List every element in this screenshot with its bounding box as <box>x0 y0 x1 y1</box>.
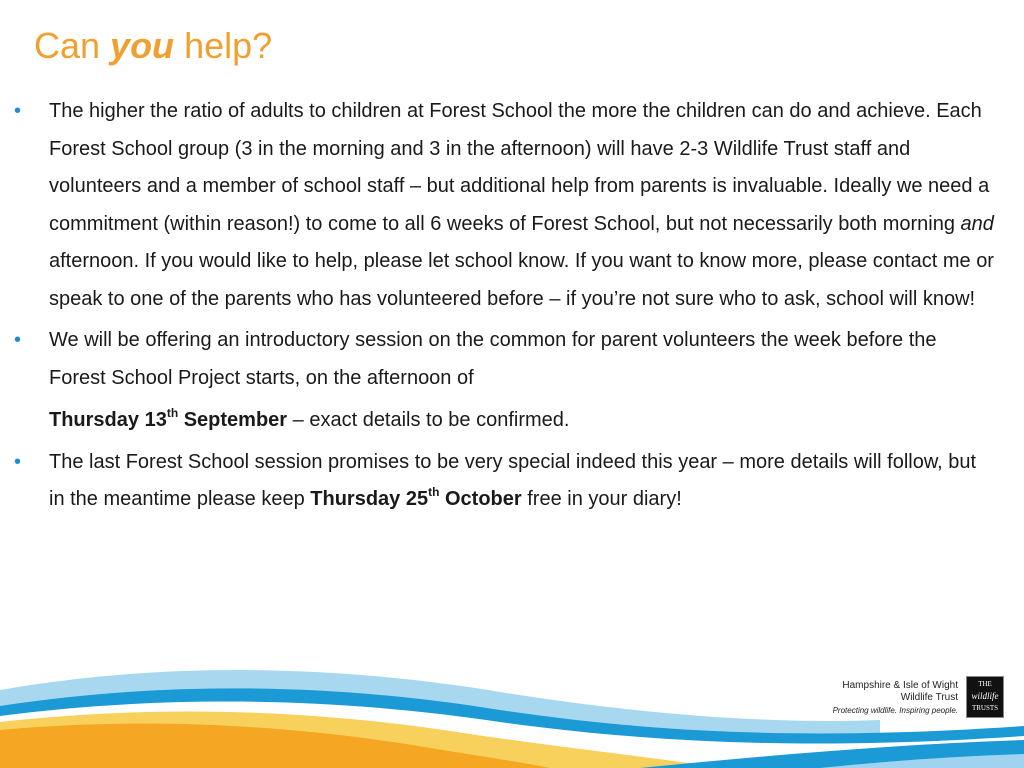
date-details: – exact details to be confirmed. <box>287 409 570 431</box>
wildlife-trust-logo <box>832 674 1006 718</box>
last-session-date <box>310 485 522 510</box>
slide-title <box>34 22 272 70</box>
session-date <box>49 406 288 431</box>
bullet-text-italic: and <box>960 212 994 235</box>
logo-org-line2: Wildlife Trust <box>900 692 958 703</box>
badge-mid: wildlife <box>971 691 999 701</box>
date-suffix: th <box>166 406 179 421</box>
bullet-item-introductory-session <box>14 322 994 440</box>
bullet-item-last-session <box>14 444 994 519</box>
date-suffix: th <box>428 485 440 500</box>
bullet-icon: • <box>14 329 22 351</box>
logo-org-line1: Hampshire & Isle of Wight <box>842 680 958 691</box>
badge-top: THE <box>978 680 992 688</box>
title-emphasis: you <box>110 25 175 66</box>
date-month: October <box>439 488 522 510</box>
bullet-text: We will be offering an introductory session on the common for parent volunteers the week before the Forest School Project starts, on the afternoon of <box>49 329 937 389</box>
session-date-line <box>49 402 994 440</box>
bullet-text <box>49 93 994 318</box>
date-day: Thursday 25 <box>310 488 429 510</box>
title-before: Can <box>34 25 111 66</box>
wildlife-trusts-badge-icon <box>966 676 1004 718</box>
bullet-item-volunteers <box>14 93 994 318</box>
badge-bottom: TRUSTS <box>971 704 999 712</box>
bullet-text-part: afternoon. If you would like to help, please let school know. If you want to know more, please contact me or speak to one of the parents who has volunteered before – if you’re not sure who to ask, school will know! <box>49 250 994 310</box>
logo-tagline: Protecting wildlife. Inspiring people. <box>832 706 958 715</box>
bullet-text-part: The higher the ratio of adults to children at Forest School the more the children can do and achieve. Each Forest School group (3 in the morning and 3 in the afternoon) will have 2-3 Wildlife Trust staff and volunteers and a member of school staff – but additional help from parents is invaluable. Ideally we need a commitment (within reason!) to come to all 6 weeks of Forest School, but not necessarily both morning <box>49 100 990 235</box>
bullet-text <box>49 444 994 519</box>
bullet-text-part: free in your diary! <box>521 488 682 510</box>
date-day: Thursday 13 <box>49 409 167 431</box>
bullet-icon: • <box>14 100 22 122</box>
bullet-text-part: The last Forest School session promises to be very special indeed this year – more details will follow, but in the meantime please keep <box>49 450 977 510</box>
bullet-list <box>14 93 994 523</box>
bullet-icon: • <box>14 450 22 473</box>
title-after: help? <box>174 25 273 66</box>
date-month: September <box>178 409 288 431</box>
